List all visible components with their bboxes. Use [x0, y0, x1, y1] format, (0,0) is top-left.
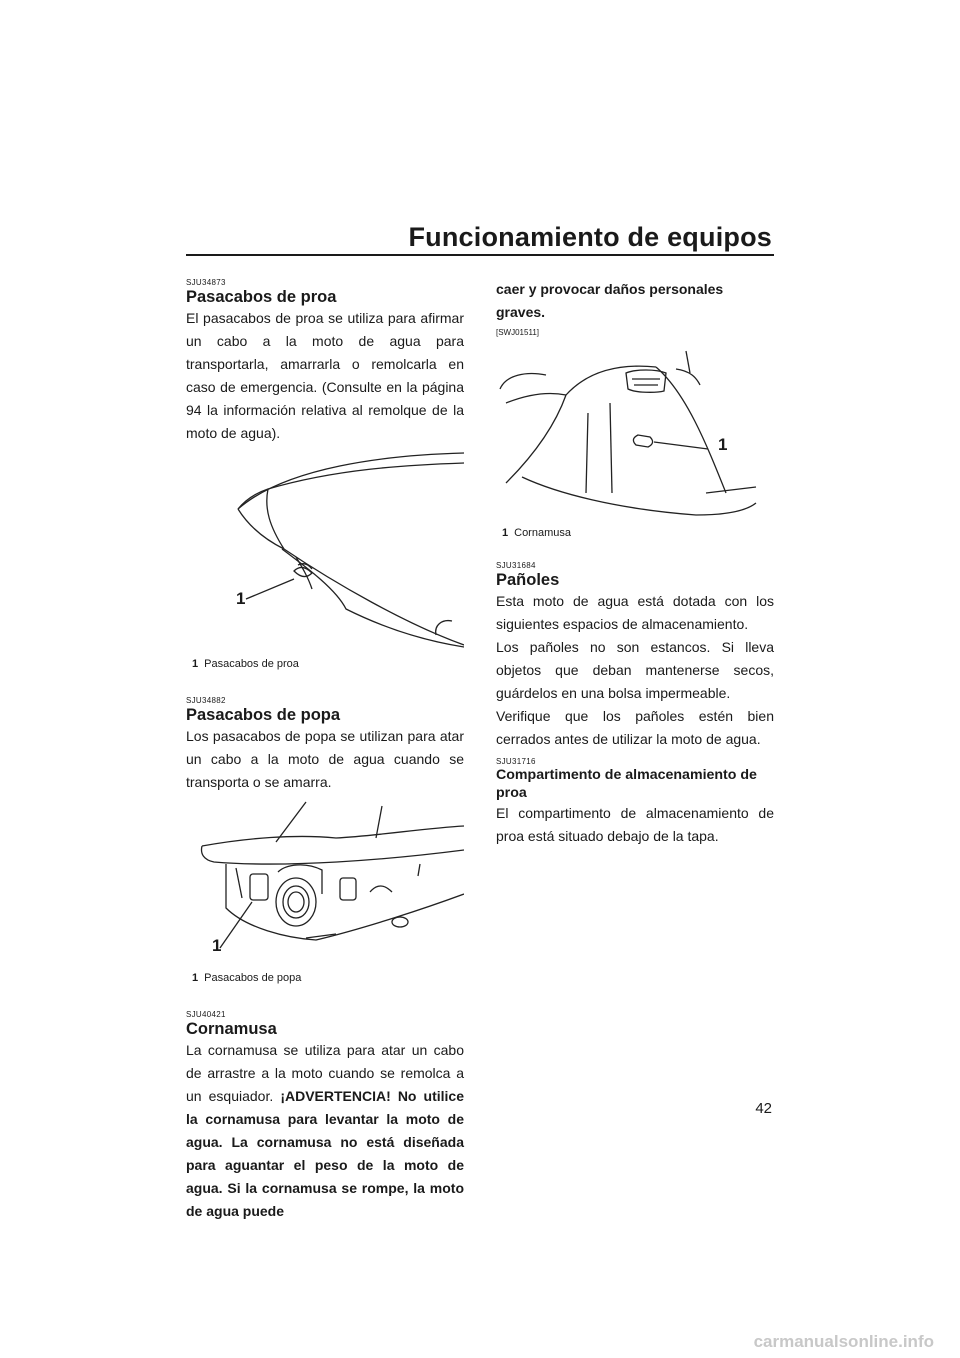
cleat-body-text: La cornamusa se utiliza para atar un cabo de arrastre a la moto cuando se remolca a un esquiador. — [186, 1042, 464, 1104]
figure-caption — [192, 656, 464, 672]
figure-callout: 1 — [718, 435, 728, 454]
watermark: carmanualsonline.info — [753, 1332, 934, 1351]
storage-paragraph-1: Esta moto de agua está dotada con los siguientes espacios de almacenamiento. — [496, 593, 774, 632]
page-header-title: Funcionamiento de equipos — [408, 222, 772, 252]
figure-stern-eyes — [186, 798, 464, 968]
cleat-body — [186, 1039, 464, 1223]
page-number: 42 — [755, 1100, 772, 1117]
cleat-illustration — [496, 343, 774, 523]
stern-illustration — [186, 798, 464, 968]
bow-storage-body: El compartimento de almacenamiento de proa está situado debajo de la tapa. — [496, 805, 774, 844]
cleat-warning: ¡ADVERTENCIA! No utilice la cornamusa para levantar la moto de agua. La cornamusa no está diseñada para aguantar el peso de la moto de agua. Si la cornamusa se rompe, la moto de agua puede — [186, 1088, 464, 1219]
figure-cleat — [496, 343, 774, 523]
figure-caption — [192, 970, 464, 986]
figure-callout: 1 — [236, 589, 246, 608]
figure-callout: 1 — [212, 936, 222, 955]
bow-eye-body: El pasacabos de proa se utiliza para afirmar un cabo a la moto de agua para transportarla, amarrarla o remolcarla en caso de emergencia. (Consulte en la página 94 la información relativa al remolque de la moto de agua). — [186, 310, 464, 441]
figure-bow-eye — [186, 449, 464, 654]
stern-eyes-body: Los pasacabos de popa se utilizan para atar un cabo a la moto de agua cuando se transporta o se amarra. — [186, 728, 464, 790]
right-column — [496, 272, 774, 848]
figure-caption — [502, 525, 774, 541]
caption-number: 1 — [502, 527, 509, 539]
section-title-cleat: Cornamusa — [186, 1020, 277, 1038]
caption-text: Cornamusa — [514, 527, 571, 539]
warning-continuation: caer y provocar daños personales graves. — [496, 281, 724, 320]
section-code: SJU40421 — [186, 1010, 226, 1019]
caption-text: Pasacabos de popa — [204, 972, 302, 984]
header-rule — [186, 254, 774, 256]
section-title-bow-storage: Compartimento de almacenamiento de proa — [496, 767, 757, 801]
section-code: SJU34882 — [186, 696, 226, 705]
section-code: SJU31716 — [496, 757, 536, 766]
caption-text: Pasacabos de proa — [204, 658, 299, 670]
left-column — [186, 272, 464, 1223]
section-code: SJU34873 — [186, 278, 226, 287]
bow-illustration — [186, 449, 464, 654]
section-title-storage: Pañoles — [496, 571, 560, 589]
section-title-bow-eye: Pasacabos de proa — [186, 288, 337, 306]
warning-code: [SWJ01511] — [496, 328, 539, 337]
caption-number: 1 — [192, 658, 199, 670]
storage-paragraph-3: Verifique que los pañoles estén bien cerrados antes de utilizar la moto de agua. — [496, 708, 774, 747]
storage-paragraph-2: Los pañoles no son estancos. Si lleva objetos que deban mantenerse secos, guárdelos en una bolsa impermeable. — [496, 639, 774, 701]
section-title-stern-eyes: Pasacabos de popa — [186, 706, 341, 724]
caption-number: 1 — [192, 972, 199, 984]
section-code: SJU31684 — [496, 561, 536, 570]
